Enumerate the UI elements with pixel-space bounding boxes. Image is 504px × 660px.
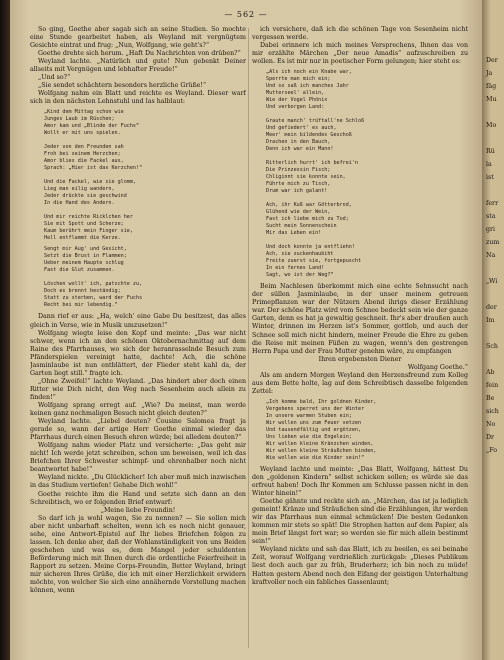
adjacent-page-word: fein <box>486 382 499 389</box>
right-column-paragraph: ich versichere, daß ich die schönen Tage von Sesenheim nicht vergessen werde. <box>252 26 468 42</box>
left-column-paragraph: „Sie sendet schächtern besonders herzliche Grüße!“ <box>38 82 207 90</box>
adjacent-page-word <box>482 288 504 301</box>
poem-neue-amadis: „Als ich noch ein Knabe war, Sperrte man mich ein; Und so saß ich manches Jahr Mutterseel' allein, Wie der Vogel Phönix Und verborgen Land: Graute manch' trüftall'ne Schloß Und gefiedert' es auch, Meer' mein bildendes Geschoß Drachen in den Bauch, Denn ich war ein Mann! Ritterlich hurrt' ich befrei'n Die Prinzessin Fisch; Chliginnt sie konnte sein, Führte mich zu Tisch, Drum war ich galant! Ach, ihr Kuß war Götterbrod, Glühend wie der Wein, Fast ich liebe mich zu Tod; Sucht mein Sonnenschein Mir das Leben ein! Und doch konnte ja entfliehn! Ach, sie zuckenhaubiht Freite zuerst sie, fortgepuscht In ein fernes Land! Sagt, wo ist der Weg?“ <box>266 69 365 279</box>
adjacent-page-word: Na <box>486 252 496 259</box>
adjacent-page-word: Be <box>486 395 495 402</box>
adjacent-page-word: Dr <box>486 434 495 441</box>
letter-salutation: „Meine liebe Freundin! <box>100 506 176 514</box>
right-column-paragraph: Weyland nickte und sah das Blatt, ich zu beeilen, es sei beinahe Zeit, worauf Wolfgang verdrießlich zurückgab: „Dieses Publikum liest doch auch gar zu früh, Bruderherz; ich bin noch zu müde! Hatten gestern Abend noch den Eifang der geistigen Unterhaltung kraftvoller noch ein fabliches Gassenlaunt; <box>252 546 468 586</box>
adjacent-page-word: Ab <box>486 369 495 376</box>
column-divider <box>248 28 249 648</box>
right-column-paragraph: Als am andern Morgen Weyland den Herzensfreund zum Kolleg aus dem Bette holte, lag auf dem Schreibtisch dasselbe folgenden Zettel: <box>252 371 468 395</box>
adjacent-page-word: ferr <box>486 200 499 207</box>
adjacent-page-word: Mo <box>486 122 497 129</box>
left-column-paragraph: Weyland lachte. „Natürlich und gute! Nun gebenkt Deiner allseits mit Vergnügen und lebhafter Freude!“ <box>30 58 246 74</box>
left-column-paragraph: Wolfgang wiegte leise den Kopf und meinte: „Das war nicht schwer, wenn ich an den schönen Oktobernachmittag auf dem Raine des Pfarrhauses, wo sich der heranrasselnde Besuch zum Pfänderspielen vereinigt hatte, dachte! Ach, die schöne Jasminlaube ist nun entblättert, der Flieder steht kahl da, der Garten liegt still.“ fragte ich. <box>30 329 246 377</box>
left-column-paragraph: So ging, Goethe aber sagab sich an seine Studien. So mochte eine Stunde gearbeitet haben, als Weyland mit vergnügtem Gesichte eintrat und frug: „Nun, Wolfgang, wie geht's?“ <box>30 26 246 50</box>
adjacent-page-word: Mu <box>486 96 497 103</box>
right-column-paragraph: Beim Nachlesen überkommt mich eine echte Sehnsucht nach der süllen Jasminlaube, in der unser meinem getreuen Primepflanzen war der Nützern Abend ihrigs dieser Erzählung war. Der schöne Platz wird vom Schnee bedeckt sein wie der ganze Garten, denn es hat ja gewaltig geschneit. Ihr's aber draußen auch Winter, drinnen im Herzen ist's Sommer, gottlob, und auch der Schnee soll mich nicht hindern, meiner Freude die Ehre zu geben die Reise mit meinen Füßen zu wagen, wenn's den gestrengen Herrn Papa und der Frau Mutter genehm wäre, zu empfangen <box>252 283 468 355</box>
adjacent-page-word <box>482 132 504 145</box>
poem-fuchs-part-2: Sengt mir Aug' und Gesicht, Setzt die Brust in Flammen; Ueber meinem Haupte schlug Fast die Glut zusammen. Löschen wollt' ich, patschte zu, Doch es brennt beständig; Statt zu sterben, ward der Fuchs Recht bei mir lebendig.“ <box>44 246 143 309</box>
adjacent-page-word: ist <box>486 174 494 181</box>
adjacent-page-word <box>482 106 504 119</box>
adjacent-page-word: fäg <box>486 83 497 90</box>
book-spine-shadow <box>0 0 10 660</box>
adjacent-page-word: der <box>486 304 497 311</box>
left-column-paragraph: Weyland lachte. „Liebel deuten? Cousine Salomea fragt ja gerade so, wann der artige Herr Goethe einmal wieder das Pfarrhaus durch einen Besuch ehren würde; bei alledem deuten?“ <box>30 418 246 442</box>
adjacent-page-word <box>482 184 504 197</box>
left-column-paragraph: Goethe drehte sich herum. „Haft Du Nachrichten von drüben?“ <box>38 50 241 58</box>
adjacent-page-word: zum <box>486 239 500 246</box>
adjacent-page-word: „Wi <box>486 278 498 285</box>
adjacent-page-word: sta <box>486 213 496 220</box>
adjacent-page-word <box>482 327 504 340</box>
adjacent-page-word: No <box>486 421 496 428</box>
adjacent-page-word: Der <box>486 57 498 64</box>
left-column-paragraph: Goethe reichte ihm die Hand und setzte sich dann an den Schreibtisch, wo er folgenden Brief entwarf: <box>30 490 246 506</box>
adjacent-page-word <box>482 353 504 366</box>
right-column-paragraph: Dabei erinnere ich mich meines Versprechens, Ihnen das von mir erzählte Märchen „Der neue Amadis“ aufzuschreiben zu wollen. Es ist mir nur in poetischer Form gelungen; hier steht es: <box>252 42 468 66</box>
left-column-paragraph: Wolfgang nahm wieder Platz und versicherte: „Das geht mir nicht! Ich werde jetzt schreiben, schon um beweisen, weil ich das Briefchen Ihrer Schwester schimpf- und ehrenhalber noch nicht beantwortet habe!“ <box>30 442 246 474</box>
left-column-paragraph: „Ohne Zweifel!“ lachte Weyland. „Das hindert aber doch einen Ritter wie Dich nicht, den Weg nach Sesenheim auch allein zu finden!“ <box>30 377 246 401</box>
poem-fuchs-part-1: „Kind dem Mittag schon wie Junges Laub im Rüschen; Amor kam und „Blinde der Fuchs“ Wollt er mit uns spielen. Jeder von den Freunden sah Froh bei seinem Herzchen; Amor blies die Fackel aus, Sprach: „Hier ist das Kerzchen!“ Und die Fackel, wie sie glomm, Lieg man eilig wandern, Jeder drückte sie geschwind In die Hand des Andern. Und mir reichte Ricklchen her Sie mit Spott und Scherze; Kaum berührt mein Finger sie, Hell entflammt die Kerze. <box>44 109 143 242</box>
adjacent-page-word: sich <box>486 408 499 415</box>
adjacent-page-word: gri <box>486 226 496 233</box>
right-column-paragraph: Goethe gähnte und reckte sich an. „Märchen, das ist ja lediglich gemeint! Kränze und Sträußchen sind die Erzählungen, ihr werden wir das Pfarrhaus nun einmal schmücken! Die besten Gedanken kommen mir stets so spät! Die Strophen hatten auf dem Papier, als mein Brief längst fort war; so werden sie für mich allein bestimmt sein!“ <box>252 498 468 546</box>
adjacent-page-word: Ja <box>486 70 493 77</box>
left-column-paragraph: Weyland nickte. „Du Glücklicher! Ich aber muß mich inzwischen in das Studium vertiefen! Gehabe Dich wohl!“ <box>30 474 246 490</box>
poem-goldnen-kinder: „Ich komme bald, Ihr goldnen Kinder, Vergebens sperret uns der Winter In unsere warmen Stuben ein; Wir wollen uns zum Feuer setzen Und tausendfältig und ergötzen, Uns lieben wie die Engelein; Wir wollen kleine Kränzchen winden, Wir wollen kleine Sträußchen binden, Wie wollen wie die Kinder sein!“ <box>266 398 377 461</box>
left-column <box>30 26 246 654</box>
letter-paragraph: So darf ich ja wohl wagen, Sie zu nennen? — Sie sollen mich aber nicht unbarhaft schelten, wenn ich es noch nicht genauer, sehe, eine Antwort-Epistel auf Ihr liebes Briefchen folgen zu lassen. Ich denke aber, daß der Wohlanständigkeit von uns Beiden geschehen und was es, dem Mangel jeder schuldenten Beförderung mich mit Ihnen durch die ordentliche Feierfreiheit in Rapport zu setzen. Meine Corps-Freundin, Better Weyland, bringt mir sicheren Ihres Grüße, die ich mit einer Herzlichkeit erwidern möchte, von welcher Sie sich eine annähernde Vorstellung machen können, wenn <box>30 514 246 595</box>
left-column-paragraph: „Und so?“ <box>38 74 71 82</box>
adjacent-page-word: „Fo <box>486 447 498 454</box>
right-column-paragraph: Weyland lachte und meinte: „Das Blatt, Wolfgang, hättest Du den „goldenen Kindern“ selbst schicken sollen; es würde sie das erfreut haben! Doch Ihr Kommen am Schlusse passen nicht in den Winter hinein!“ <box>252 465 468 498</box>
left-column-paragraph: Wolfgang nahm ein Blatt und reichte es Weyland. Dieser warf sich in den nächsten Lehnstuhl und las halblaut: <box>30 90 246 106</box>
adjacent-page-word: Sch <box>486 343 498 350</box>
signature-name: Wolfgang Goethe.“ <box>407 363 468 371</box>
adjacent-page-word: la <box>486 161 492 168</box>
signature-intro: Ihren ergebensten Diener <box>318 355 402 363</box>
right-column <box>252 26 468 654</box>
left-column-paragraph: Dann rief er aus: „Ha, welch' eine Gabe Du besitzest, das alles gleich in Verse, wie in Musik umzusetzen!“ <box>30 313 246 329</box>
left-column-paragraph: Wolfgang sprang erregt auf. „Wie? Du meinst, man werde keinen ganz nochmaligen Besuch nicht gleich deuten?“ <box>30 401 246 418</box>
page-number: — 562 — <box>224 10 268 19</box>
adjacent-page-word: Im <box>486 317 495 324</box>
adjacent-page-word: Rü <box>486 148 495 155</box>
adjacent-page-word <box>482 262 504 275</box>
book-page <box>10 0 482 660</box>
adjacent-page-fragment <box>482 0 504 660</box>
